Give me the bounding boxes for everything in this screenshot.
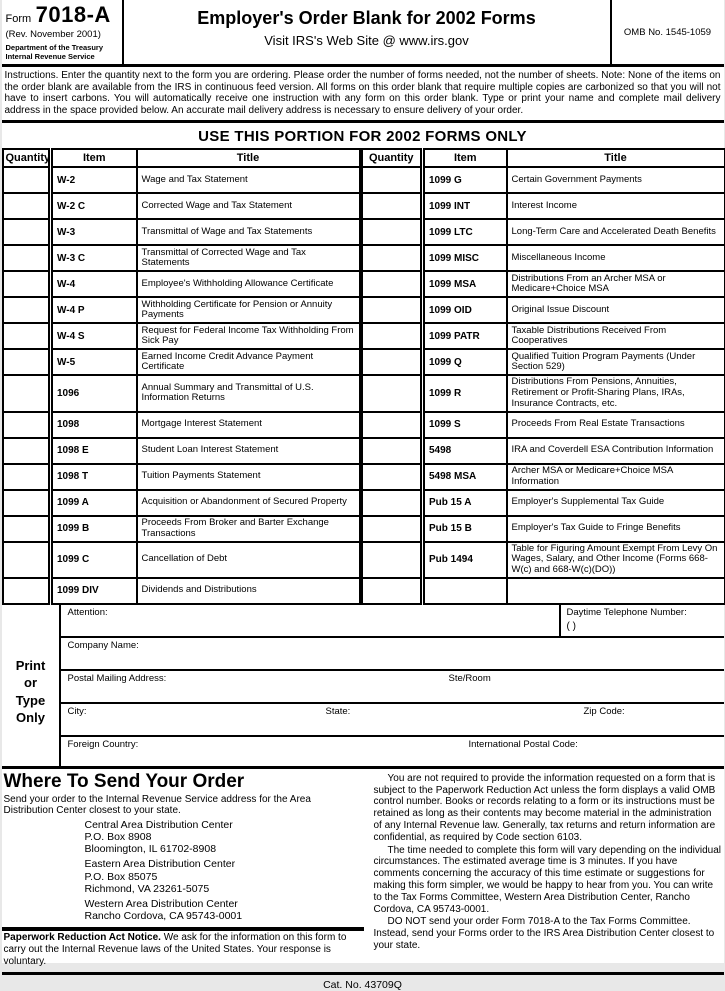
order-table-row [3, 349, 725, 375]
bottom-section [2, 769, 724, 967]
order-table-row [3, 219, 725, 245]
city-state-zip-field[interactable] [61, 704, 724, 737]
order-table [2, 148, 725, 604]
form-number-block [2, 0, 124, 64]
item-title: IRA and Coverdell ESA Contribution Information [507, 438, 725, 464]
catalog-number: Cat. No. 43709Q [2, 975, 724, 991]
quantity-input-cell[interactable] [3, 349, 51, 375]
quantity-input-cell[interactable] [3, 490, 51, 516]
item-code: 5498 MSA [423, 464, 507, 490]
item-title: Interest Income [507, 193, 725, 219]
distribution-center-line: P.O. Box 8908 [85, 831, 364, 843]
international-postal-code-label: International Postal Code: [469, 739, 578, 750]
company-name-label: Company Name: [68, 640, 139, 651]
quantity-input-cell[interactable] [3, 464, 51, 490]
item-title: Employee's Withholding Allowance Certificate [137, 271, 361, 297]
form-title-block [124, 0, 612, 64]
quantity-input-cell[interactable] [3, 412, 51, 438]
quantity-input-cell[interactable] [3, 375, 51, 411]
item-code: 1099 S [423, 412, 507, 438]
quantity-input-cell[interactable] [361, 297, 423, 323]
where-to-send-column [2, 771, 364, 967]
form-7018a-page [2, 0, 724, 963]
distribution-centers-list [85, 819, 364, 922]
order-table-row [3, 490, 725, 516]
quantity-input-cell[interactable] [361, 219, 423, 245]
paperwork-notice-body: We ask for the information on this form to carry out the Internal Revenue laws of the United States. Your response is voluntary. [4, 932, 347, 966]
phone-area-code-parens: ( ) [567, 621, 724, 632]
quantity-input-cell[interactable] [361, 412, 423, 438]
privacy-act-paragraph: DO NOT send your order Form 7018-A to the Tax Forms Committee. Instead, send your Forms order to the IRS Area Distribution Center closest to your state. [374, 916, 722, 951]
order-table-row [3, 412, 725, 438]
item-title: Proceeds From Real Estate Transactions [507, 412, 725, 438]
item-title: Corrected Wage and Tax Statement [137, 193, 361, 219]
form-revision: (Rev. November 2001) [6, 29, 118, 40]
item-code: 1099 R [423, 375, 507, 411]
quantity-input-cell[interactable] [361, 193, 423, 219]
item-code: 1099 A [51, 490, 137, 516]
order-table-row [3, 323, 725, 349]
item-code [423, 578, 507, 604]
item-code: Pub 1494 [423, 542, 507, 578]
paperwork-reduction-notice [2, 927, 364, 967]
column-header-quantity-right: Quantity [361, 149, 423, 167]
item-code: W-3 C [51, 245, 137, 271]
order-table-row [3, 542, 725, 578]
paperwork-notice-lead: Paperwork Reduction Act Notice. [4, 932, 161, 943]
item-title: Employer's Tax Guide to Fringe Benefits [507, 516, 725, 542]
item-code: 1099 B [51, 516, 137, 542]
column-header-item-left: Item [51, 149, 137, 167]
postal-address-field[interactable] [61, 671, 724, 704]
quantity-input-cell[interactable] [361, 542, 423, 578]
daytime-phone-label: Daytime Telephone Number: [567, 607, 724, 618]
quantity-input-cell[interactable] [3, 578, 51, 604]
order-table-row [3, 193, 725, 219]
where-to-send-intro: Send your order to the Internal Revenue Service address for the Area Distribution Center closest to your state. [2, 794, 364, 817]
company-name-field[interactable] [61, 638, 724, 671]
item-code: 1096 [51, 375, 137, 411]
item-title: Withholding Certificate for Pension or Annuity Payments [137, 297, 361, 323]
item-code: 1099 C [51, 542, 137, 578]
print-or-type-only-label [6, 657, 56, 727]
column-header-quantity-left: Quantity [3, 149, 51, 167]
item-code: 1099 DIV [51, 578, 137, 604]
item-title: Archer MSA or Medicare+Choice MSA Information [507, 464, 725, 490]
column-header-title-right: Title [507, 149, 725, 167]
quantity-input-cell[interactable] [3, 219, 51, 245]
item-code: 1099 Q [423, 349, 507, 375]
quantity-input-cell[interactable] [3, 323, 51, 349]
attention-label: Attention: [68, 607, 108, 618]
foreign-country-label: Foreign Country: [68, 739, 139, 750]
distribution-center [85, 898, 364, 922]
quantity-input-cell[interactable] [3, 271, 51, 297]
item-code: 1098 E [51, 438, 137, 464]
distribution-center-line: P.O. Box 85075 [85, 871, 364, 883]
form-number: 7018-A [36, 2, 111, 27]
address-block [2, 605, 724, 769]
quantity-input-cell[interactable] [361, 516, 423, 542]
form-header [2, 0, 724, 67]
city-label: City: [68, 706, 87, 717]
instructions-text: Instructions. Enter the quantity next to the form you are ordering. Please order the number of forms needed, not the number of sheets. Note: None of the items on the order blank are available from the IRS in continuous feed version. All forms on this order blank that require multiple copies are carbonized so that you will not have to insert carbons. You will automatically receive one instruction with any form on this order blank. Type or print your name and complete mail delivery address in the space provided below. An accurate mail delivery address is necessary to ensure delivery of your order. [2, 67, 724, 123]
form-word: Form [6, 13, 32, 25]
distribution-center-line: Western Area Distribution Center [85, 898, 364, 910]
item-title: Acquisition or Abandonment of Secured Property [137, 490, 361, 516]
quantity-input-cell[interactable] [3, 438, 51, 464]
item-title: Employer's Supplemental Tax Guide [507, 490, 725, 516]
quantity-input-cell[interactable] [361, 375, 423, 411]
item-code: 1099 MISC [423, 245, 507, 271]
item-code: Pub 15 A [423, 490, 507, 516]
form-subtitle: Visit IRS's Web Site @ www.irs.gov [124, 33, 610, 48]
item-code: 1099 LTC [423, 219, 507, 245]
item-title: Earned Income Credit Advance Payment Certificate [137, 349, 361, 375]
item-code: W-2 C [51, 193, 137, 219]
print-or-type-word: or [6, 674, 56, 692]
section-title: USE THIS PORTION FOR 2002 FORMS ONLY [2, 128, 724, 145]
item-code: W-4 S [51, 323, 137, 349]
item-code: 1099 INT [423, 193, 507, 219]
quantity-input-cell[interactable] [361, 464, 423, 490]
zip-code-label: Zip Code: [584, 706, 625, 717]
order-table-row [3, 297, 725, 323]
item-title: Long-Term Care and Accelerated Death Benefits [507, 219, 725, 245]
quantity-input-cell[interactable] [361, 167, 423, 193]
item-title: Transmittal of Corrected Wage and Tax Statements [137, 245, 361, 271]
item-title: Cancellation of Debt [137, 542, 361, 578]
order-table-row [3, 375, 725, 411]
state-label: State: [326, 706, 351, 717]
quantity-input-cell[interactable] [3, 167, 51, 193]
item-title [507, 578, 725, 604]
item-title: Proceeds From Broker and Barter Exchange Transactions [137, 516, 361, 542]
column-header-item-right: Item [423, 149, 507, 167]
privacy-act-paragraph: The time needed to complete this form will vary depending on the individual circumstances. The estimated average time is 3 minutes. If you have comments concerning the accuracy of this time estimate or suggestions for making this form simpler, we would be happy to hear from you. You can write to the Tax Forms Committee, Western Area Distribution Center, Rancho Cordova, CA 95743-0001. [374, 845, 722, 916]
quantity-input-cell[interactable] [361, 578, 423, 604]
item-title: Dividends and Distributions [137, 578, 361, 604]
order-table-row [3, 167, 725, 193]
attention-field[interactable] [61, 605, 724, 638]
quantity-input-cell[interactable] [3, 297, 51, 323]
item-code: 1098 [51, 412, 137, 438]
item-title: Student Loan Interest Statement [137, 438, 361, 464]
distribution-center-line: Bloomington, IL 61702-8908 [85, 843, 364, 855]
order-table-row [3, 464, 725, 490]
print-or-type-word: Only [6, 709, 56, 727]
foreign-country-field[interactable] [61, 737, 724, 766]
quantity-input-cell[interactable] [3, 542, 51, 578]
item-code: 5498 [423, 438, 507, 464]
item-code: W-4 P [51, 297, 137, 323]
quantity-input-cell[interactable] [361, 323, 423, 349]
item-code: W-4 [51, 271, 137, 297]
form-title: Employer's Order Blank for 2002 Forms [124, 8, 610, 29]
item-title: Annual Summary and Transmittal of U.S. Information Returns [137, 375, 361, 411]
item-code: W-5 [51, 349, 137, 375]
item-title: Request for Federal Income Tax Withholding From Sick Pay [137, 323, 361, 349]
print-or-type-word: Print [6, 657, 56, 675]
item-title: Tuition Payments Statement [137, 464, 361, 490]
omb-number: OMB No. 1545-1059 [612, 0, 724, 64]
item-title: Taxable Distributions Received From Cooperatives [507, 323, 725, 349]
ste-room-label: Ste/Room [449, 673, 491, 684]
quantity-input-cell[interactable] [3, 245, 51, 271]
quantity-input-cell[interactable] [361, 271, 423, 297]
item-code: Pub 15 B [423, 516, 507, 542]
item-title: Distributions From an Archer MSA or Medicare+Choice MSA [507, 271, 725, 297]
order-table-row [3, 438, 725, 464]
order-table-header-row [3, 149, 725, 167]
item-title: Wage and Tax Statement [137, 167, 361, 193]
column-header-title-left: Title [137, 149, 361, 167]
item-title: Mortgage Interest Statement [137, 412, 361, 438]
item-code: 1099 OID [423, 297, 507, 323]
quantity-input-cell[interactable] [3, 516, 51, 542]
distribution-center [85, 819, 364, 856]
distribution-center-line: Rancho Cordova, CA 95743-0001 [85, 910, 364, 922]
quantity-input-cell[interactable] [361, 245, 423, 271]
distribution-center [85, 858, 364, 895]
distribution-center-line: Richmond, VA 23261-5075 [85, 883, 364, 895]
item-code: W-3 [51, 219, 137, 245]
item-title: Original Issue Discount [507, 297, 725, 323]
quantity-input-cell[interactable] [361, 438, 423, 464]
item-title: Table for Figuring Amount Exempt From Levy On Wages, Salary, and Other Income (Forms 668-W(c) and 668-W(c)(DO)) [507, 542, 725, 578]
quantity-input-cell[interactable] [3, 193, 51, 219]
privacy-act-paragraph: You are not required to provide the information requested on a form that is subject to the Paperwork Reduction Act unless the form displays a valid OMB control number. Books or records relating to a form or its instructions must be retained as long as their contents may become material in the administration of any Internal Revenue law. Generally, tax returns and return information are confidential, as required by Code section 6103. [374, 773, 722, 844]
item-code: 1099 G [423, 167, 507, 193]
print-or-type-word: Type [6, 692, 56, 710]
postal-address-label: Postal Mailing Address: [68, 673, 167, 684]
item-title: Distributions From Pensions, Annuities, Retirement or Profit-Sharing Plans, IRAs, Insurance Contracts, etc. [507, 375, 725, 411]
item-title: Transmittal of Wage and Tax Statements [137, 219, 361, 245]
daytime-phone-field[interactable] [559, 605, 724, 636]
order-table-row [3, 516, 725, 542]
item-title: Miscellaneous Income [507, 245, 725, 271]
order-table-row [3, 578, 725, 604]
item-code: 1099 MSA [423, 271, 507, 297]
item-code: 1098 T [51, 464, 137, 490]
quantity-input-cell[interactable] [361, 490, 423, 516]
privacy-act-column [364, 771, 724, 967]
order-table-row [3, 245, 725, 271]
item-code: W-2 [51, 167, 137, 193]
agency-line-1: Department of the Treasury [6, 44, 118, 53]
where-to-send-heading: Where To Send Your Order [2, 771, 364, 793]
item-title: Certain Government Payments [507, 167, 725, 193]
item-code: 1099 PATR [423, 323, 507, 349]
item-title: Qualified Tuition Program Payments (Under Section 529) [507, 349, 725, 375]
quantity-input-cell[interactable] [361, 349, 423, 375]
order-table-row [3, 271, 725, 297]
distribution-center-line: Central Area Distribution Center [85, 819, 364, 831]
agency-line-2: Internal Revenue Service [6, 53, 118, 62]
distribution-center-line: Eastern Area Distribution Center [85, 858, 364, 870]
